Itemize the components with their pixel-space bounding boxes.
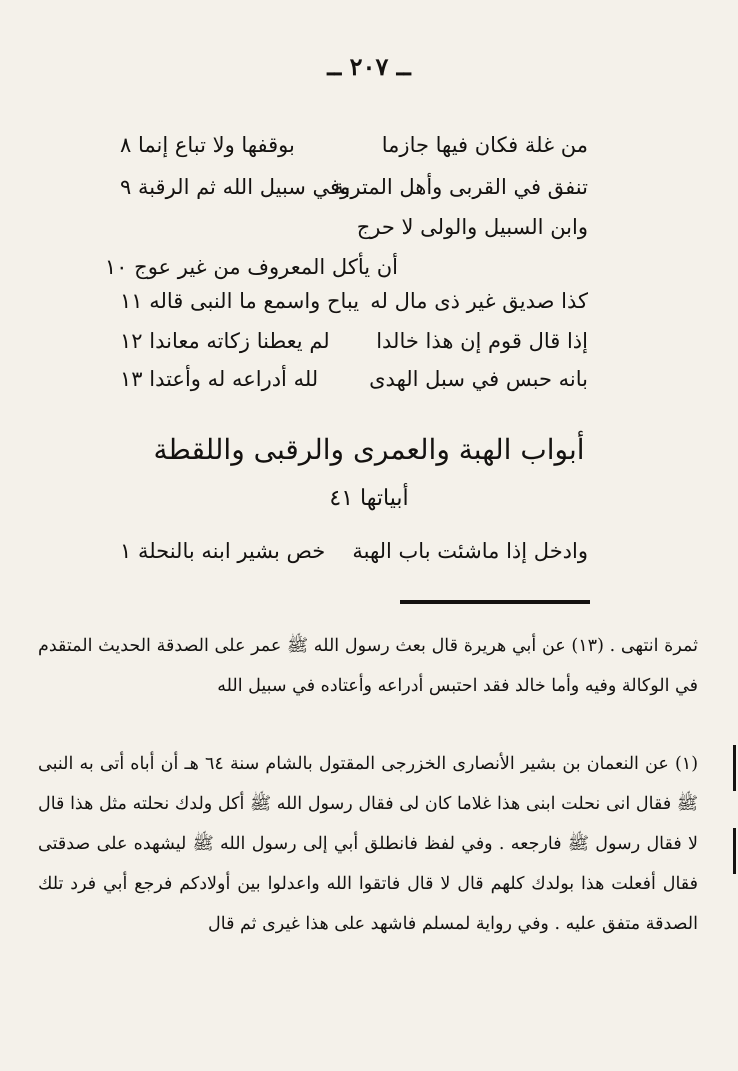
verse-left: خص بشير ابنه بالنحلة ١	[120, 539, 326, 563]
verse-left: وفي سبيل الله ثم الرقبة ٩	[120, 175, 351, 199]
verse-left: لم يعطنا زكاته معاندا ١٢	[120, 329, 330, 353]
verse-line: وابن السبيل والولى لا حرج	[356, 215, 588, 239]
verse-left: يباح واسمع ما النبى قاله ١١	[120, 289, 360, 313]
page-number: ــ ٢٠٧ ــ	[327, 52, 411, 81]
verse-right: من غلة فكان فيها جازما	[381, 133, 588, 157]
verse-right: وادخل إذا ماشئت باب الهبة	[352, 539, 588, 563]
section-heading: أبواب الهبة والعمرى والرقبى واللقطة	[153, 433, 585, 466]
verse-line: أن يأكل المعروف من غير عوج ١٠	[104, 255, 398, 279]
verse-right: كذا صديق غير ذى مال له	[370, 289, 588, 313]
verse-right: بانه حبس في سبل الهدى	[369, 367, 588, 391]
footnote-rule	[400, 600, 590, 604]
footnote	[38, 626, 698, 706]
margin-mark	[733, 745, 736, 791]
verse-right: تنفق في القربى وأهل المتربة	[333, 175, 588, 199]
footnote-text: ثمرة انتهى . (١٣) عن أبي هريرة قال بعث رسول الله ﷺ عمر على الصدقة الحديث المتقدم في الوكالة وفيه وأما خالد فقد احتبس أدراعه وأعتاده في سبيل الله	[38, 636, 698, 696]
footnote	[38, 744, 698, 944]
footnote-text: (١) عن النعمان بن بشير الأنصارى الخزرجى المقتول بالشام سنة ٦٤ هـ أن أباه أتى به النبى ﷺ فقال انى نحلت ابنى هذا غلاما كان لى فقال رسول الله ﷺ أكل ولدك نحلته مثل هذا قال لا فقال رسول ﷺ فارجعه . وفي لفظ فانطلق أبي إلى رسول الله ﷺ ليشهده على صدقتى فقال أفعلت هذا بولدك كلهم قال لا قال فاتقوا الله واعدلوا بين أولادكم فرجع أبي فرد تلك الصدقة متفق عليه . وفي رواية لمسلم فاشهد على هذا غيرى ثم قال	[38, 754, 699, 934]
verse-count: أبياتها ٤١	[329, 486, 409, 511]
margin-mark	[733, 828, 736, 874]
verse-left: لله أدراعه له وأعتدا ١٣	[120, 367, 319, 391]
verse-left: بوقفها ولا تباع إنما ٨	[120, 133, 295, 157]
verse-right: إذا قال قوم إن هذا خالدا	[376, 329, 588, 353]
